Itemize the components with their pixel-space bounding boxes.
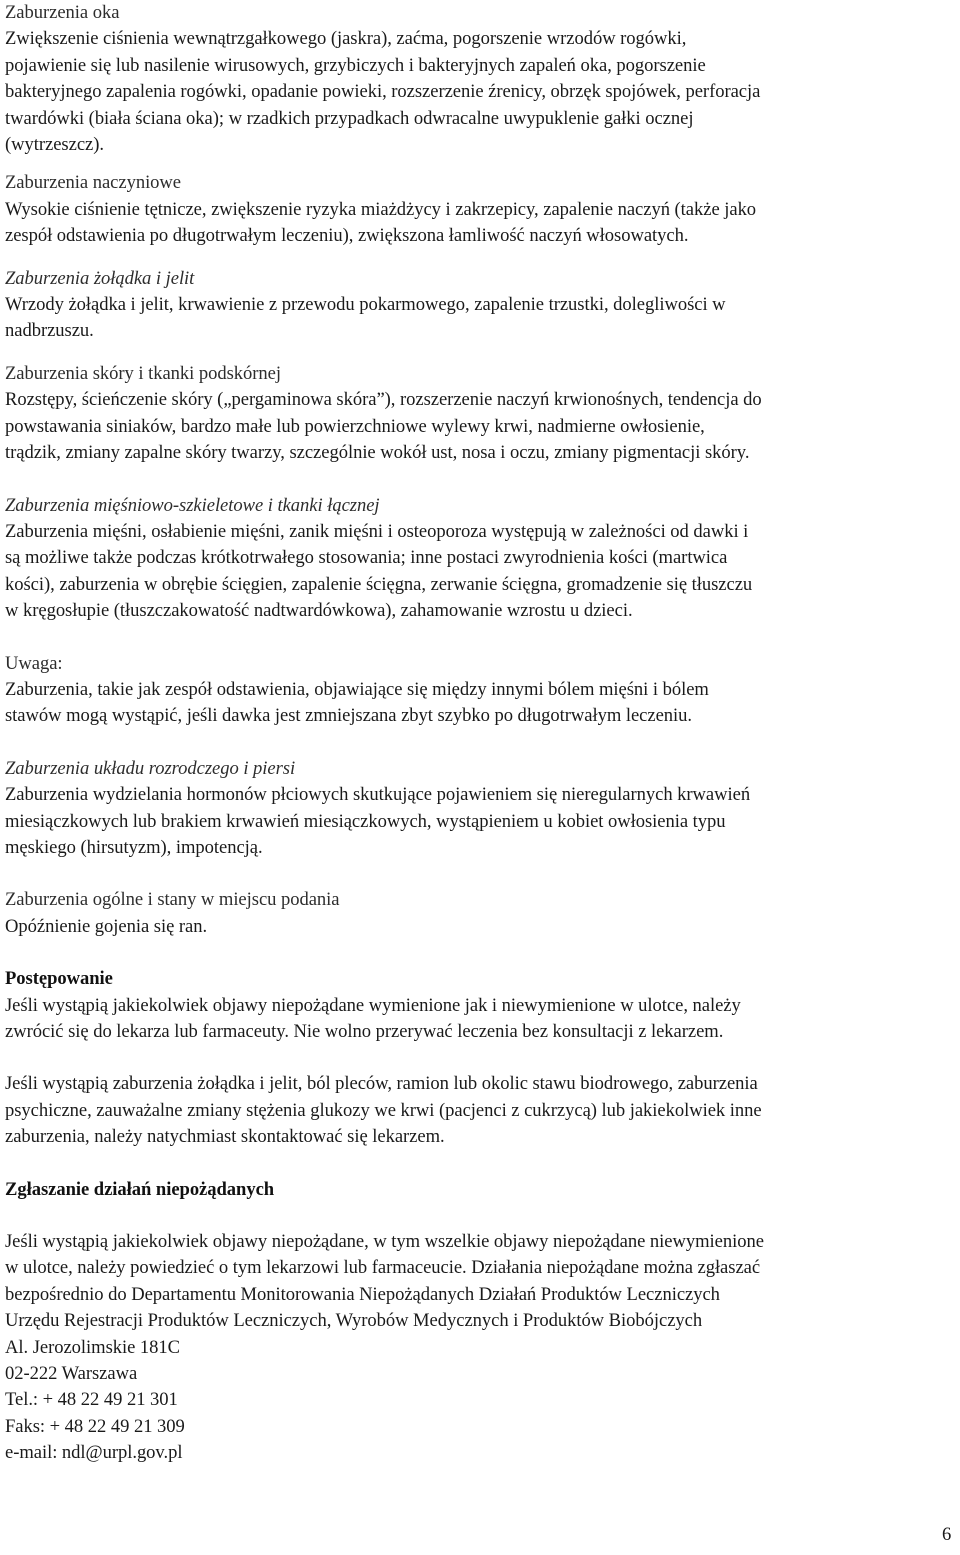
paragraph-line: Rozstępy, ścieńczenie skóry („pergaminowa skóra”), rozszerzenie naczyń krwionośnych, tendencja do (5, 389, 762, 411)
section-reporting (5, 1177, 955, 1467)
paragraph-line: pojawienie się lub nasilenie wirusowych, grzybiczych i bakteryjnych zapaleń oka, pogorszenie (5, 54, 706, 76)
paragraph-line: stawów mogą wystąpić, jeśli dawka jest zmniejszana zbyt szybko po długotrwałym leczeniu. (5, 705, 693, 727)
paragraph-line: bakteryjnego zapalenia rogówki, opadanie powieki, rozszerzenie źrenicy, obrzęk spojówek, perforacja (5, 81, 761, 103)
address-line: 02-222 Warszawa (5, 1363, 138, 1385)
paragraph-line: Jeśli wystąpią jakiekolwiek objawy niepożądane, w tym wszelkie objawy niepożądane niewymienione (5, 1231, 764, 1253)
section-skin-disorders (5, 361, 955, 467)
paragraph-line: (wytrzeszcz). (5, 134, 104, 156)
paragraph-line: męskiego (hirsutyzm), impotencją. (5, 836, 263, 858)
section-vascular-disorders (5, 170, 955, 249)
section-gi-disorders (5, 266, 955, 345)
section-heading: Zaburzenia układu rozrodczego i piersi (5, 757, 296, 779)
paragraph-line: Wysokie ciśnienie tętnicze, zwiększenie ryzyka miażdżycy i zakrzepicy, zapalenie naczyń (także jako (5, 198, 757, 220)
paragraph-line: zaburzenia, należy natychmiast skontaktować się lekarzem. (5, 1126, 445, 1148)
paragraph-line: zwrócić się do lekarza lub farmaceuty. Nie wolno przerywać leczenia bez konsultacji z lekarzem. (5, 1021, 724, 1042)
section-general-disorders (5, 887, 955, 940)
section-heading: Postępowanie (5, 968, 113, 990)
section-heading: Uwaga: (5, 652, 63, 674)
paragraph-line: Zaburzenia wydzielania hormonów płciowych skutkujące pojawieniem się nieregularnych krwawień (5, 784, 751, 806)
paragraph-line: Wrzody żołądka i jelit, krwawienie z przewodu pokarmowego, zapalenie trzustki, dolegliwości w (5, 294, 726, 316)
paragraph-line: zespół odstawienia po długotrwałym leczeniu), zwiększona łamliwość naczyń włosowatych. (5, 225, 689, 247)
paragraph-line: w kręgosłupie (tłuszczakowatość nadtwardówkowa), zahamowanie wzrostu u dzieci. (5, 600, 633, 622)
section-musculoskeletal-disorders (5, 493, 955, 625)
phone-line: Tel.: + 48 22 49 21 301 (5, 1389, 178, 1411)
section-heading: Zaburzenia naczyniowe (5, 172, 182, 194)
paragraph-line: Jeśli wystąpią jakiekolwiek objawy niepożądane wymienione jak i niewymienione w ulotce, należy (5, 994, 741, 1016)
paragraph-line: nadbrzuszu. (5, 320, 94, 342)
paragraph-line: są możliwe także podczas krótkotrwałego stosowania; inne postaci zwyrodnienia kości (martwica (5, 547, 728, 569)
paragraph-line: Opóźnienie gojenia się ran. (5, 915, 208, 937)
paragraph-line: w ulotce, należy powiedzieć o tym lekarzowi lub farmaceucie. Działania niepożądane można zgłaszać (5, 1257, 761, 1279)
email-line: e-mail: ndl@urpl.gov.pl (5, 1442, 183, 1464)
paragraph-line: bezpośrednio do Departamentu Monitorowania Niepożądanych Działań Produktów Leczniczych (5, 1283, 720, 1305)
document-page (5, 0, 955, 1467)
paragraph-line: kości), zaburzenia w obrębie ścięgien, zapalenie ścięgna, zerwanie ścięgna, gromadzenie się tłuszczu (5, 573, 753, 595)
section-procedure (5, 966, 955, 1150)
section-eye-disorders (5, 0, 955, 158)
paragraph-line: twardówki (biała ściana oka); w rzadkich przypadkach odwracalne uwypuklenie gałki ocznej (5, 107, 694, 129)
fax-line: Faks: + 48 22 49 21 309 (5, 1415, 185, 1437)
paragraph-line: powstawania siniaków, bardzo małe lub powierzchniowe wylewy krwi, nadmierne owłosienie, (5, 415, 705, 437)
paragraph-line: psychiczne, zauważalne zmiany stężenia glukozy we krwi (pacjenci z cukrzycą) lub jakiekolwiek inne (5, 1099, 762, 1121)
section-heading: Zaburzenia oka (5, 2, 120, 23)
paragraph-line: Urzędu Rejestracji Produktów Leczniczych, Wyrobów Medycznych i Produktów Biobójczych (5, 1310, 703, 1332)
section-heading: Zaburzenia żołądka i jelit (5, 267, 195, 289)
section-note (5, 651, 955, 730)
section-heading: Zaburzenia skóry i tkanki podskórnej (5, 362, 281, 384)
page-number: 6 (942, 1524, 952, 1545)
section-heading: Zgłaszanie działań niepożądanych (5, 1178, 275, 1200)
section-heading: Zaburzenia mięśniowo-szkieletowe i tkanki łącznej (5, 494, 380, 516)
paragraph-line: Zwiększenie ciśnienia wewnątrzgałkowego (jaskra), zaćma, pogorszenie wrzodów rogówki, (5, 28, 687, 50)
paragraph-line: Zaburzenia, takie jak zespół odstawienia, objawiające się między innymi bólem mięśni i bólem (5, 678, 709, 700)
paragraph-line: trądzik, zmiany zapalne skóry twarzy, szczególnie wokół ust, nosa i oczu, zmiany pigmentacji skóry. (5, 442, 750, 464)
paragraph-line: Zaburzenia mięśni, osłabienie mięśni, zanik mięśni i osteoporoza występują w zależności od dawki i (5, 520, 749, 542)
paragraph-line: miesiączkowych lub brakiem krwawień miesiączkowych, wystąpieniem u kobiet owłosienia typu (5, 810, 726, 832)
section-reproductive-disorders (5, 756, 955, 862)
section-heading: Zaburzenia ogólne i stany w miejscu podania (5, 889, 340, 911)
address-line: Al. Jerozolimskie 181C (5, 1336, 181, 1358)
paragraph-line: Jeśli wystąpią zaburzenia żołądka i jelit, ból pleców, ramion lub okolic stawu biodrowego, zaburzenia (5, 1073, 758, 1095)
